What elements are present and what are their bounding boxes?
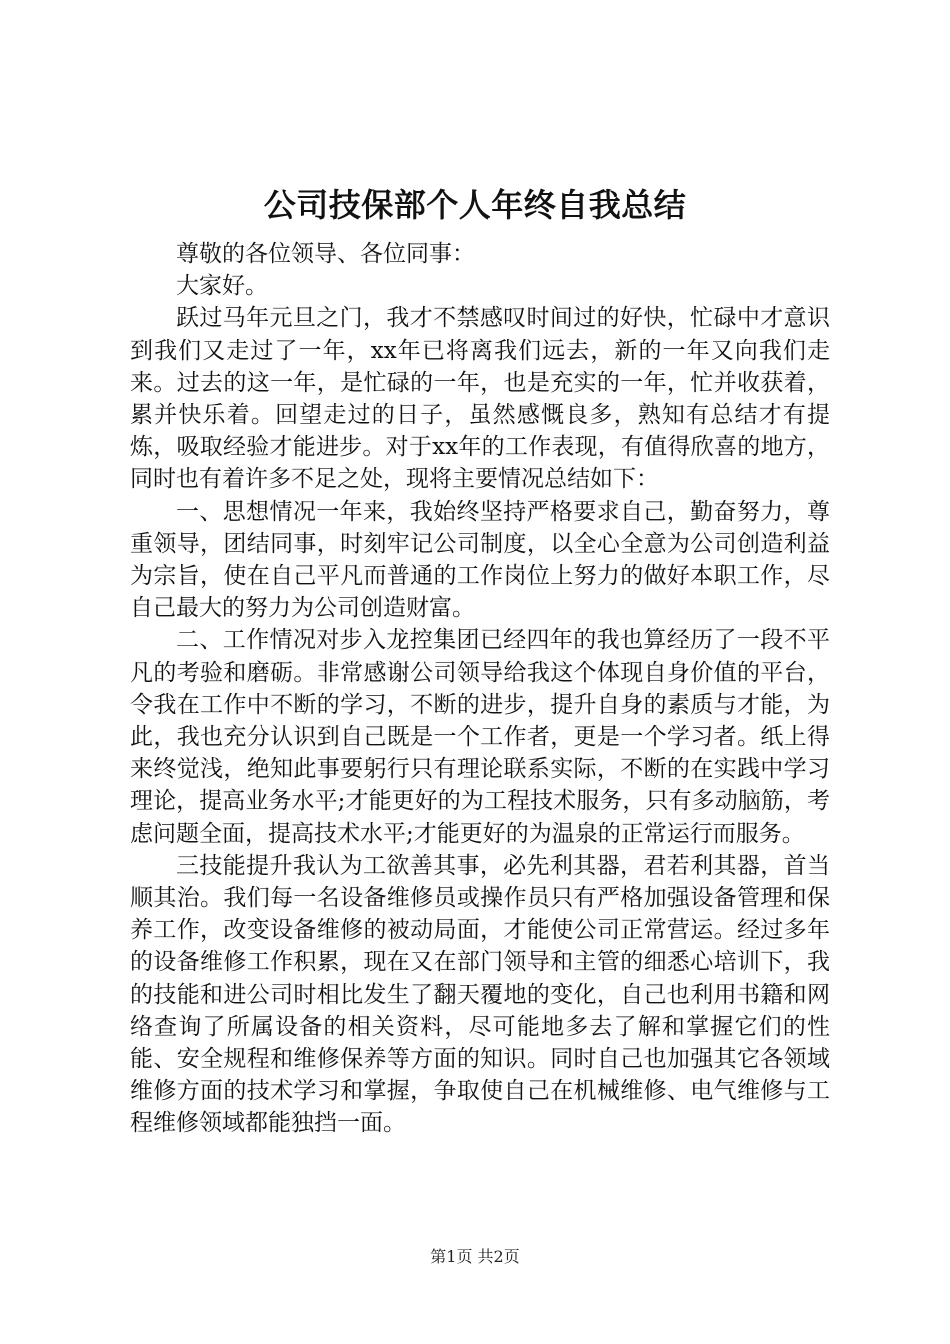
salutation-paragraph: 尊敬的各位领导、各位同事： xyxy=(176,241,475,267)
section-skills-paragraph: 三技能提升我认为工欲善其事，必先利其器，君若利其器，首当顺其治。我们每一名设备维修员或操作员只有严格加强设备管理和保养工作，改变设备维修的被动局面，才能使公司正常营运。经过多年的设备维修工作积累，现在又在部门领导和主管的细悉心培训下，我的技能和进公司时相比发生了翻天覆地的变化，自己也利用书籍和网络查询了所属设备的相关资料，尽可能地多去了解和掌握它们的性能、安全规程和维修保养等方面的知识。同时自己也加强其它各领域维修方面的技术学习和掌握，争取使自己在机械维修、电气维修与工程维修领域都能独挡一面。 xyxy=(130,852,830,1137)
page-number-footer: 第1页 共2页 xyxy=(430,1247,520,1266)
document-body xyxy=(130,238,830,1140)
section-work-paragraph: 二、工作情况对步入龙控集团已经四年的我也算经历了一段不平凡的考验和磨砺。非常感谢公司领导给我这个体现自身价值的平台，令我在工作中不断的学习，不断的进步，提升自身的素质与才能，为此，我也充分认识到自己既是一个工作者，更是一个学习者。纸上得来终觉浅，绝知此事要躬行只有理论联系实际，不断的在实践中学习理论，提高业务水平;才能更好的为工程技术服务，只有多动脑筋，考虑问题全面，提高技术水平;才能更好的为温泉的正常运行而服务。 xyxy=(130,627,830,847)
intro-paragraph: 跃过马年元旦之门，我才不禁感叹时间过的好快，忙碌中才意识到我们又走过了一年，xx年已将离我们远去，新的一年又向我们走来。过去的这一年，是忙碌的一年，也是充实的一年，忙并收获着，累并快乐着。回望走过的日子，虽然感慨良多，熟知有总结才有提炼，吸取经验才能进步。对于xx年的工作表现，有值得欣喜的地方，同时也有着许多不足之处，现将主要情况总结如下： xyxy=(130,305,830,493)
greeting-paragraph: 大家好。 xyxy=(176,273,268,300)
document-title: 公司技保部个人年终自我总结 xyxy=(263,186,687,224)
section-thought-paragraph: 一、思想情况一年来，我始终坚持严格要求自己，勤奋努力，尊重领导，团结同事，时刻牢记公司制度，以全心全意为公司创造利益为宗旨，使在自己平凡而普通的工作岗位上努力的做好本职工作，尽自己最大的努力为公司创造财富。 xyxy=(130,498,830,622)
